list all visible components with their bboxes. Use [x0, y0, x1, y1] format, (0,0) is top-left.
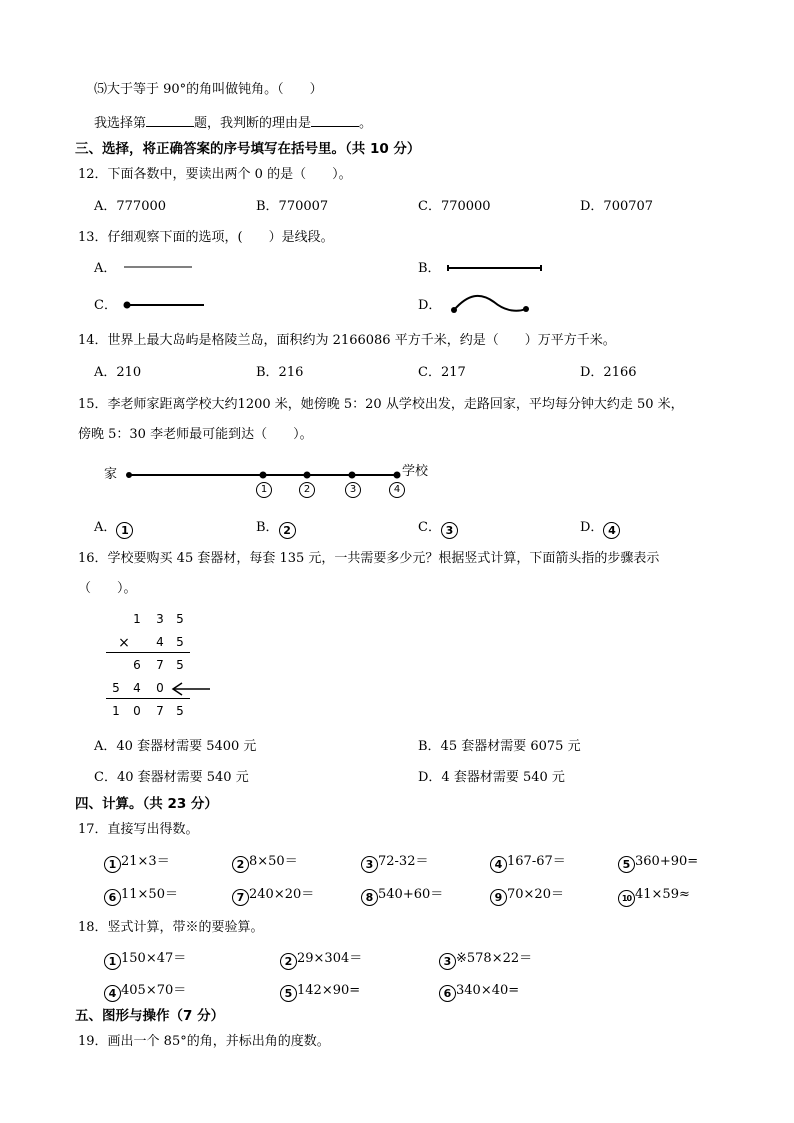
q16-option-c: C．40 套器材需要 540 元	[94, 770, 249, 785]
q15-number-line	[100, 460, 440, 500]
q17-item-4: 4 167-67＝	[490, 853, 566, 873]
answer-blank-question[interactable]	[146, 114, 194, 127]
q18-item-3: 3 ※578×22＝	[439, 950, 532, 970]
q17-item-10: 10 41×59≈	[618, 886, 690, 907]
q14-option-b: B．216	[256, 365, 304, 380]
q17-item-1: 1 21×3＝	[104, 853, 170, 873]
q18-item-5: 5 142×90=	[280, 982, 360, 1002]
q15-option-d: D． 4	[580, 519, 620, 539]
q15-option-c: C． 3	[418, 519, 458, 539]
calc-r2-d2: 5	[176, 635, 184, 649]
q15-school-label: 学校	[402, 464, 429, 479]
calc-times-sign: ×	[118, 635, 130, 651]
calc-r1-d2: 3	[156, 612, 164, 626]
q18-item-6: 6 340×40=	[439, 982, 519, 1002]
q14-option-d: D．2166	[580, 365, 637, 380]
q13-label-c: C．	[94, 298, 117, 313]
q13-option-a-line	[120, 262, 200, 274]
q13-stem: 13．仔细观察下面的选项，( ）是线段。	[78, 230, 334, 245]
calc-r5-d3: 7	[156, 704, 164, 718]
calc-r5-d2: 0	[133, 704, 141, 718]
calc-r3-d1: 6	[133, 658, 141, 672]
q18-item-1: 1 150×47＝	[104, 950, 186, 970]
q15-stem-line1: 15．李老师家距离学校大约1200 米，她傍晚 5：20 从学校出发，走路回家，平均每分钟大约走 50 米，	[78, 397, 684, 412]
q13-option-c-ray	[118, 298, 208, 312]
calc-r4-d3: 0	[156, 681, 164, 695]
section4-heading: 四、计算。（共 23 分）	[75, 796, 218, 812]
q12-option-d: D．700707	[580, 199, 654, 214]
q14-option-c: C．217	[418, 365, 466, 380]
calc-rule-2	[106, 698, 190, 699]
calc-r3-d3: 5	[176, 658, 184, 672]
answer-blank-reason[interactable]	[311, 114, 359, 127]
calc-r5-d1: 1	[112, 704, 120, 718]
q16-option-d: D．4 套器材需要 540 元	[418, 770, 565, 785]
q13-label-b: B．	[418, 261, 441, 276]
q13-option-d-curve	[446, 290, 536, 320]
q18-item-2: 2 29×304＝	[280, 950, 362, 970]
q18-item-4: 4 405×70＝	[104, 982, 186, 1002]
calc-r2-d1: 4	[156, 635, 164, 649]
q17-stem: 17．直接写出得数。	[78, 822, 199, 837]
q19-stem: 19．画出一个 85°的角，并标出角的度数。	[78, 1034, 330, 1049]
q14-option-a: A．210	[94, 365, 142, 380]
q12-option-c: C．770000	[418, 199, 491, 214]
q13-label-d: D．	[418, 298, 442, 313]
q13-label-a: A．	[94, 261, 117, 276]
q17-item-9: 9 70×20＝	[490, 886, 564, 906]
calc-r1-d3: 5	[176, 612, 184, 626]
q5-statement: ⑸大于等于 90°的角叫做钝角。（ ）	[94, 82, 323, 97]
calc-r3-d2: 7	[156, 658, 164, 672]
calc-r4-d1: 5	[112, 681, 120, 695]
q15-option-b: B． 2	[256, 519, 296, 539]
q12-stem: 12．下面各数中，要读出两个 0 的是（ ）。	[78, 167, 352, 182]
q16-stem-line2: （ ）。	[78, 581, 137, 596]
q17-item-3: 3 72-32＝	[361, 853, 428, 873]
choose-end: 。	[359, 116, 373, 131]
calc-r1-d1: 1	[133, 612, 141, 626]
q13-option-b-segment	[440, 262, 550, 274]
calc-r5-d4: 5	[176, 704, 184, 718]
calc-rule-1	[106, 652, 190, 653]
q15-point-2: 2	[299, 479, 316, 498]
q16-option-b: B．45 套器材需要 6075 元	[418, 739, 581, 754]
q15-home-label: 家	[104, 467, 118, 482]
q18-stem: 18．竖式计算，带※的要验算。	[78, 920, 264, 935]
q15-point-1: 1	[256, 479, 273, 498]
q15-point-3: 3	[345, 479, 362, 498]
q15-option-a: A． 1	[94, 519, 133, 539]
q12-option-b: B．770007	[256, 199, 329, 214]
calc-r4-d2: 4	[133, 681, 141, 695]
q17-item-7: 7 240×20＝	[232, 886, 314, 906]
q16-option-a: A．40 套器材需要 5400 元	[94, 739, 257, 754]
q12-option-a: A．777000	[94, 199, 167, 214]
choose-prefix: 我选择第	[94, 116, 147, 131]
choose-middle: 题，我判断的理由是	[194, 116, 312, 131]
q17-item-5: 5 360+90=	[618, 853, 698, 873]
q17-item-2: 2 8×50＝	[232, 853, 298, 873]
q17-item-8: 8 540+60＝	[361, 886, 443, 906]
q16-stem-line1: 16．学校要购买 45 套器材，每套 135 元，一共需要多少元？根据竖式计算，下面箭头指的步骤表示	[78, 551, 660, 566]
q16-vertical-calc	[100, 610, 220, 725]
q15-point-4: 4	[389, 479, 406, 498]
section3-heading: 三、选择，将正确答案的序号填写在括号里。（共 10 分）	[75, 141, 421, 157]
section5-heading: 五、图形与操作（7 分）	[75, 1008, 225, 1024]
choice-reason-line	[94, 114, 372, 133]
q17-item-6: 6 11×50＝	[104, 886, 178, 906]
calc-pointer-arrow-icon	[170, 682, 214, 696]
q15-stem-line2: 傍晚 5：30 李老师最可能到达（ ）。	[78, 427, 313, 442]
q14-stem: 14．世界上最大岛屿是格陵兰岛，面积约为 2166086 平方千米，约是（ ）万平方千米。	[78, 333, 616, 348]
